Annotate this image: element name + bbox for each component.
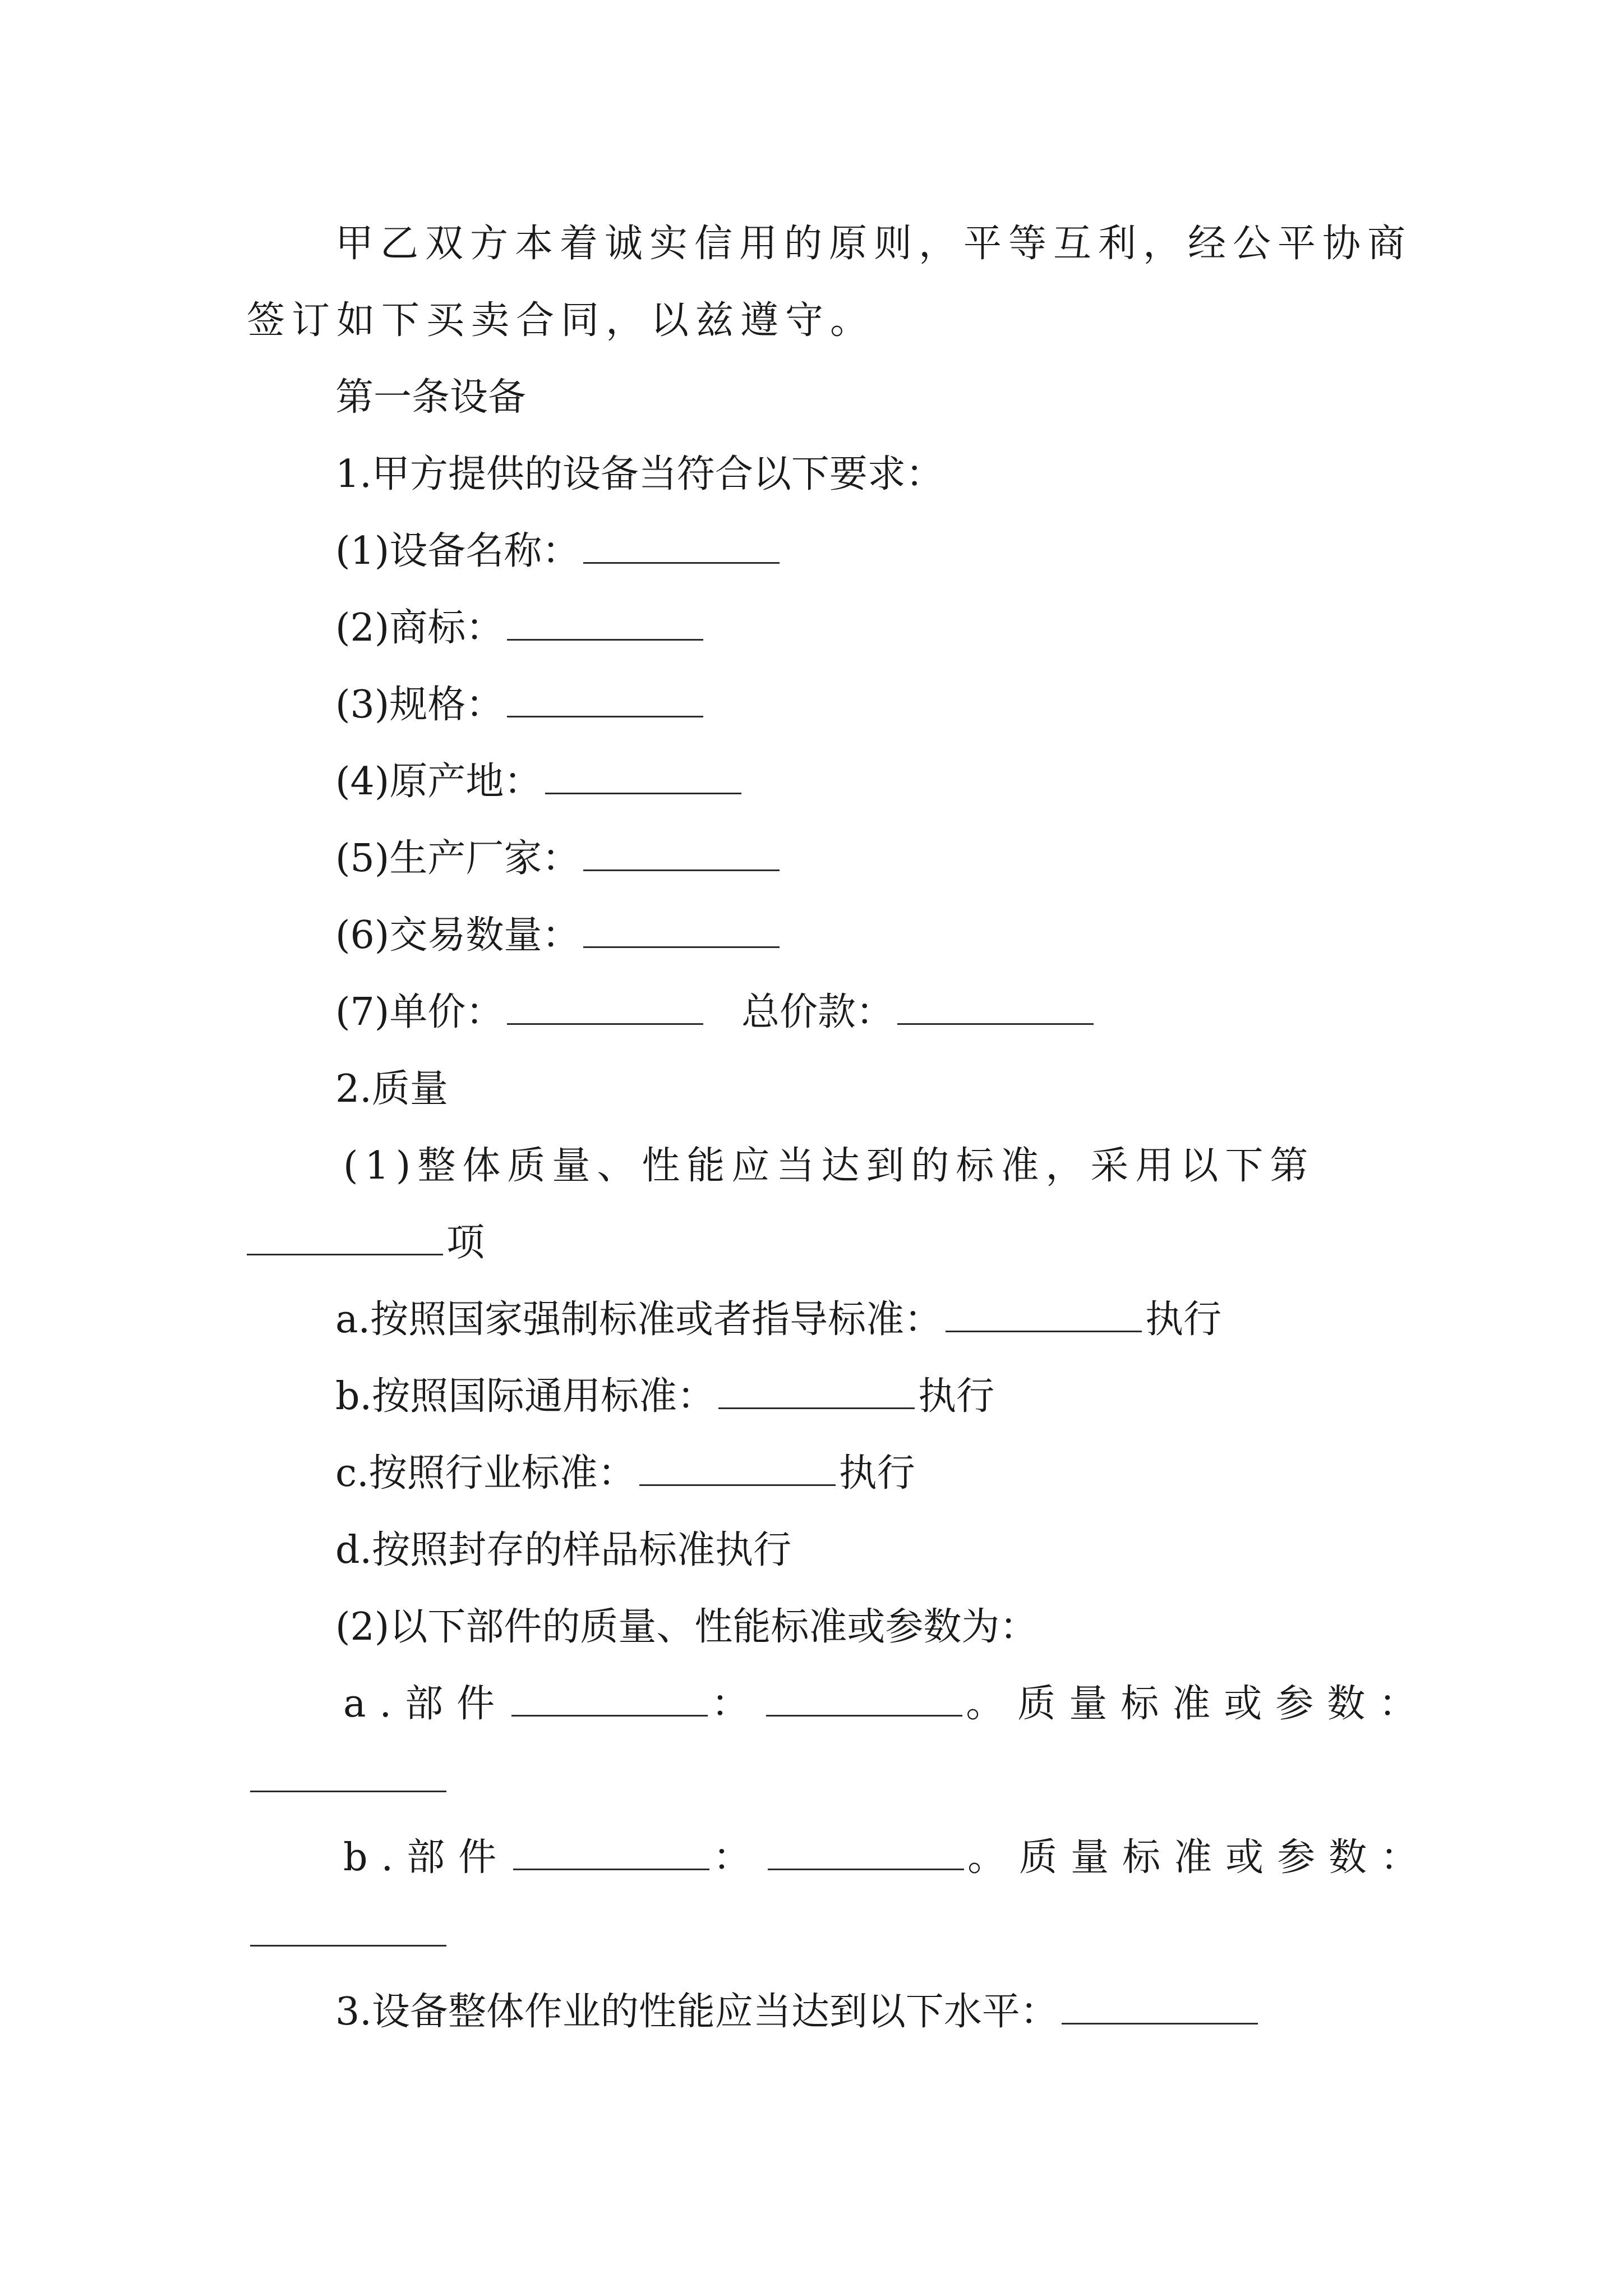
quantity-blank[interactable] bbox=[583, 912, 780, 948]
quality-standard-line: (1)整体质量、性能应当达到的标准，采用以下第 bbox=[343, 1144, 1315, 1188]
option-text: c.按照行业标准： bbox=[335, 1451, 636, 1496]
field-trademark bbox=[335, 602, 707, 654]
total-price-blank[interactable] bbox=[897, 988, 1094, 1025]
intro-line-2: 签订如下买卖合同，以兹遵守。 bbox=[247, 298, 875, 343]
performance-label: 3.设备整体作业的性能应当达到以下水平： bbox=[335, 1990, 1058, 2034]
intro-line-1: 甲乙双方本着诚实信用的原则，平等互利，经公平协商 bbox=[335, 222, 1413, 266]
parts-heading: (2)以下部件的质量、性能标准或参数为： bbox=[335, 1605, 1038, 1649]
field-label: (5)生产厂家： bbox=[335, 836, 580, 881]
field-label: (4)原产地： bbox=[335, 760, 542, 804]
field-label: (6)交易数量： bbox=[335, 913, 580, 958]
part-a-name-blank[interactable] bbox=[511, 1680, 708, 1717]
unit-price-blank[interactable] bbox=[507, 988, 703, 1025]
part-standard-label: 。质量标准或参数： bbox=[966, 1682, 1431, 1726]
part-colon: ： bbox=[711, 1682, 763, 1726]
quality-heading: 2.质量 bbox=[335, 1067, 448, 1111]
requirement-intro: 1.甲方提供的设备当符合以下要求： bbox=[335, 452, 944, 496]
performance-level-blank[interactable] bbox=[1062, 1988, 1258, 2024]
standard-choice-blank[interactable] bbox=[247, 1219, 443, 1255]
quality-standard-choice bbox=[247, 1217, 485, 1269]
part-b-parameter-blank[interactable] bbox=[250, 1910, 446, 1947]
field-specification bbox=[335, 679, 707, 731]
part-label: a.部件 bbox=[343, 1682, 509, 1726]
part-label: b.部件 bbox=[343, 1835, 510, 1880]
origin-blank[interactable] bbox=[545, 758, 741, 794]
option-international-standard bbox=[335, 1371, 994, 1423]
part-b-name-blank[interactable] bbox=[513, 1834, 709, 1870]
option-suffix: 执行 bbox=[1145, 1297, 1222, 1342]
option-sample-standard: d.按照封存的样品标准执行 bbox=[335, 1528, 792, 1572]
option-suffix: 执行 bbox=[838, 1451, 915, 1496]
performance-level-line bbox=[335, 1986, 1261, 2038]
industry-standard-blank[interactable] bbox=[639, 1450, 836, 1486]
option-industry-standard bbox=[335, 1448, 915, 1499]
field-label: (2)商标： bbox=[335, 606, 504, 650]
part-a-spec-blank[interactable] bbox=[766, 1680, 962, 1717]
part-standard-label: 。质量标准或参数： bbox=[967, 1835, 1432, 1880]
unit-price-label: (7)单价： bbox=[335, 990, 504, 1034]
choice-suffix: 项 bbox=[446, 1221, 485, 1265]
specification-blank[interactable] bbox=[507, 681, 703, 717]
article-heading: 第一条设备 bbox=[335, 375, 527, 420]
equipment-name-blank[interactable] bbox=[583, 527, 780, 564]
trademark-blank[interactable] bbox=[507, 604, 703, 641]
option-text: b.按照国际通用标准： bbox=[335, 1374, 716, 1419]
total-price-label: 总价款： bbox=[741, 990, 894, 1034]
part-a-parameter-blank[interactable] bbox=[250, 1756, 446, 1792]
field-manufacturer bbox=[335, 833, 783, 885]
option-suffix: 执行 bbox=[918, 1374, 995, 1419]
option-text: a.按照国家强制标准或者指导标准： bbox=[335, 1297, 943, 1342]
international-standard-blank[interactable] bbox=[718, 1373, 915, 1409]
part-b-spec-blank[interactable] bbox=[768, 1834, 964, 1870]
field-quantity bbox=[335, 910, 783, 961]
part-b-line bbox=[343, 1832, 1432, 1884]
option-national-standard bbox=[335, 1294, 1221, 1346]
field-label: (1)设备名称： bbox=[335, 529, 580, 573]
field-origin bbox=[335, 756, 745, 808]
field-equipment-name bbox=[335, 526, 783, 577]
part-colon: ： bbox=[713, 1835, 765, 1880]
field-price bbox=[335, 987, 1097, 1038]
part-a-line bbox=[343, 1678, 1430, 1730]
national-standard-blank[interactable] bbox=[946, 1296, 1142, 1332]
field-label: (3)规格： bbox=[335, 683, 504, 727]
manufacturer-blank[interactable] bbox=[583, 835, 780, 871]
